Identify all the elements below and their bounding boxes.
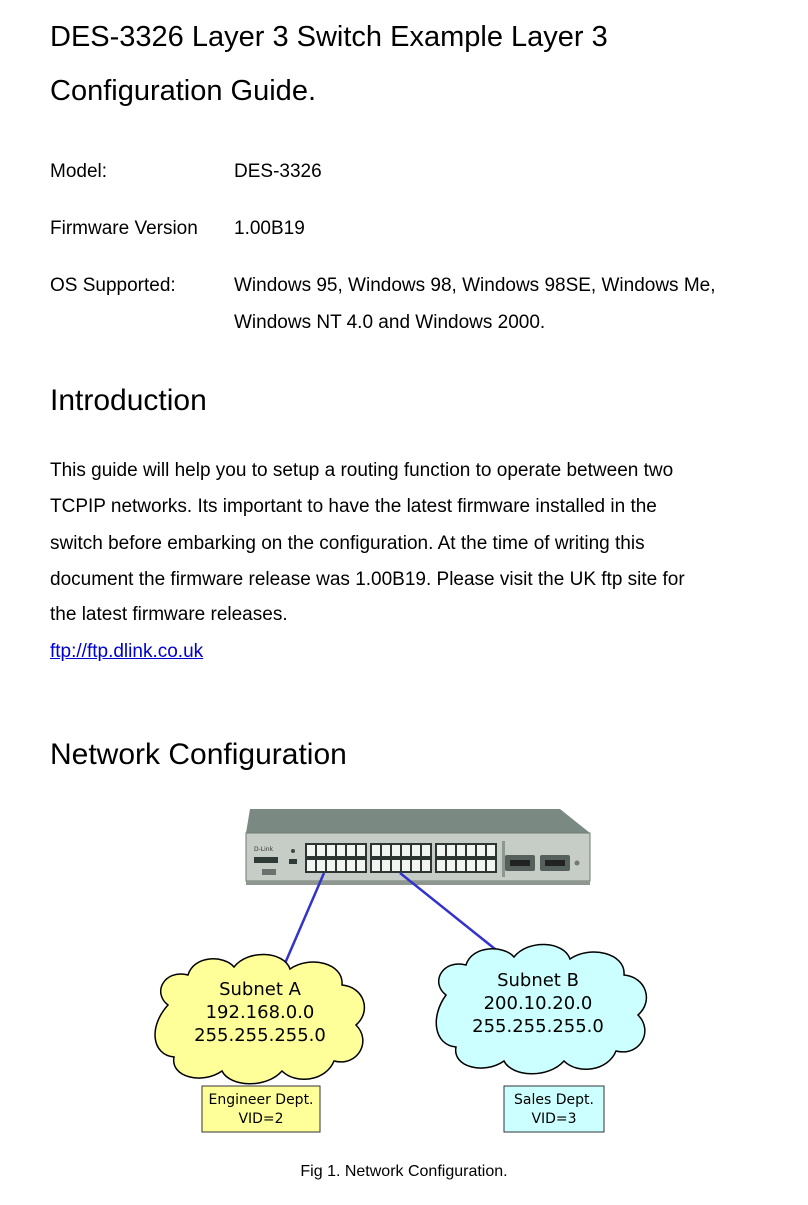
subnet-b-cloud [436, 944, 646, 1073]
engineer-dept-name: Engineer Dept. [208, 1092, 314, 1108]
subnet-b-mask: 255.255.255.0 [472, 1016, 604, 1037]
port-block-1 [305, 843, 367, 873]
os-label: OS Supported: [50, 275, 176, 296]
engineer-dept-label [202, 1086, 320, 1132]
firmware-label: Firmware Version [50, 218, 198, 239]
switch-device [246, 809, 590, 885]
ftp-link[interactable]: ftp://ftp.dlink.co.uk [50, 641, 204, 662]
intro-line: the latest firmware releases. [50, 604, 288, 625]
engineer-dept-vid: VID=2 [238, 1111, 284, 1127]
intro-line: TCPIP networks. Its important to have the latest firmware installed in the [50, 496, 657, 517]
model-value: DES-3326 [234, 161, 322, 182]
switch-brand-label: D-Link [254, 846, 274, 853]
cable-subnet-a [280, 873, 324, 975]
model-label: Model: [50, 161, 108, 182]
intro-line: document the firmware release was 1.00B19. Please visit the UK ftp site for [50, 569, 685, 590]
subnet-b-name: Subnet B [497, 970, 579, 991]
intro-line: This guide will help you to setup a routing function to operate between two [50, 460, 674, 481]
subnet-a-ip: 192.168.0.0 [205, 1002, 315, 1023]
title-line-2: Configuration Guide. [50, 75, 316, 107]
sales-dept-label [504, 1086, 604, 1132]
firmware-value: 1.00B19 [234, 218, 305, 239]
network-configuration-heading: Network Configuration [50, 738, 347, 771]
subnet-a-cloud [155, 954, 364, 1083]
title-line-1: DES-3326 Layer 3 Switch Example Layer 3 [50, 21, 608, 53]
port-block-3 [435, 843, 497, 873]
os-value-line-2: Windows NT 4.0 and Windows 2000. [234, 312, 546, 333]
figure-caption: Fig 1. Network Configuration. [300, 1163, 508, 1180]
sales-dept-vid: VID=3 [531, 1111, 577, 1127]
sales-dept-name: Sales Dept. [514, 1092, 594, 1108]
introduction-heading: Introduction [50, 384, 207, 417]
network-diagram [150, 805, 670, 1140]
intro-line: switch before embarking on the configuration. At the time of writing this [50, 533, 645, 554]
cable-subnet-b [400, 873, 505, 957]
subnet-a-mask: 255.255.255.0 [194, 1025, 326, 1046]
subnet-a-name: Subnet A [219, 979, 301, 1000]
os-value-line-1: Windows 95, Windows 98, Windows 98SE, Windows Me, [234, 275, 716, 296]
subnet-b-ip: 200.10.20.0 [483, 993, 593, 1014]
port-block-2 [370, 843, 432, 873]
network-diagram-svg [150, 805, 670, 1140]
